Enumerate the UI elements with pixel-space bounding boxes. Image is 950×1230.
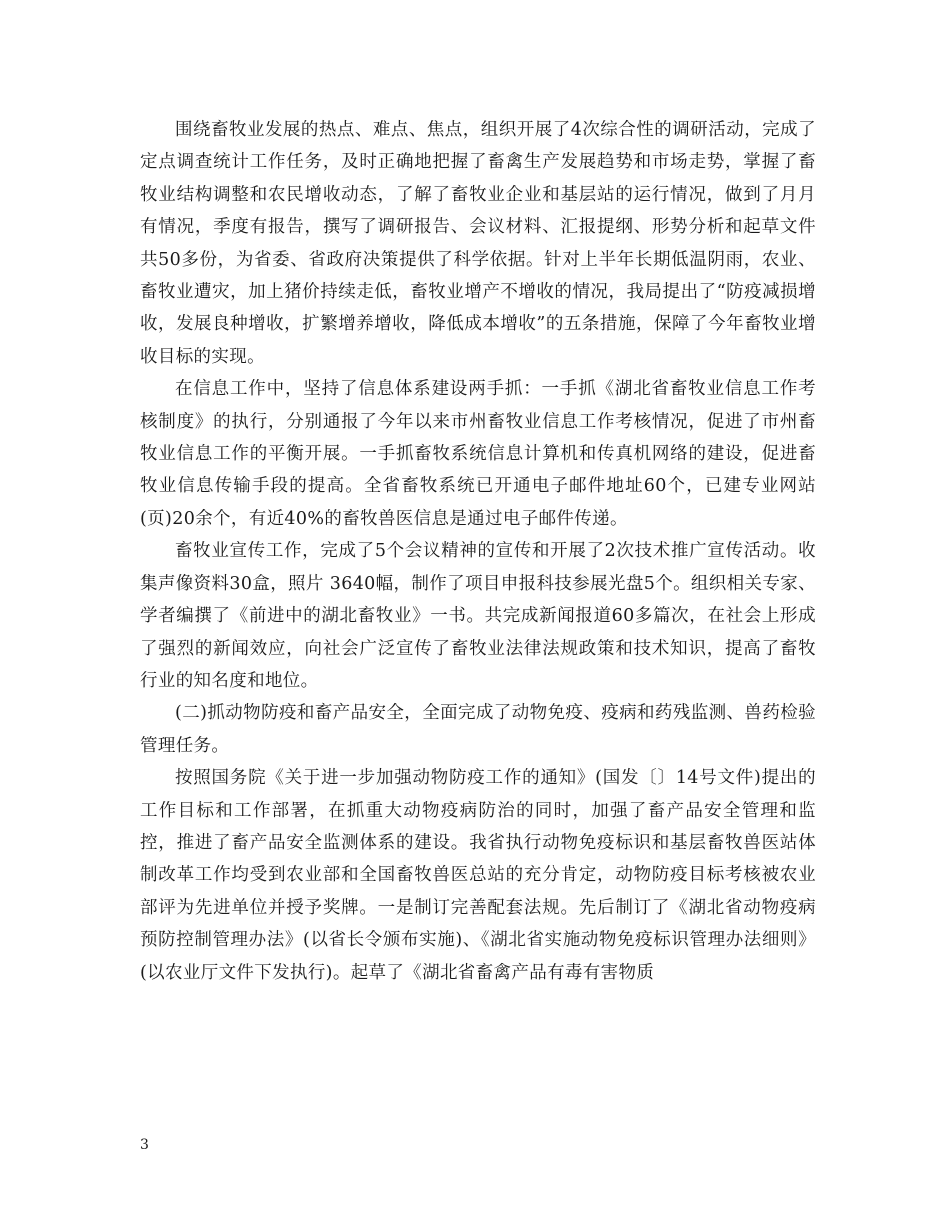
paragraph-publicity: 畜牧业宣传工作，完成了5个会议精神的宣传和开展了2次技术推广宣传活动。收集声像资料30盒，照片 3640幅，制作了项目申报科技参展光盘5个。组织相关专家、学者编撰了《前进中的湖北畜牧业》一书。共完成新闻报道60多篇次，在社会上形成了强烈的新闻效应，向社会广泛宣传了畜牧业法律法规政策和技术知识，提高了畜牧行业的知名度和地位。 <box>140 541 816 691</box>
paragraph-section-heading: (二)抓动物防疫和畜产品安全，全面完成了动物免疫、疫病和药残监测、兽药检验管理任务。 <box>140 703 816 756</box>
document-body <box>140 114 816 989</box>
paragraph-information: 在信息工作中，坚持了信息体系建设两手抓：一手抓《湖北省畜牧业信息工作考核制度》的执行，分别通报了今年以来市州畜牧业信息工作考核情况，促进了市州畜牧业信息工作的平衡开展。一手抓畜牧系统信息计算机和传真机网络的建设，促进畜牧业信息传输手段的提高。全省畜牧系统已开通电子邮件地址60个，已建专业网站(页)20余个，有近40%的畜牧兽医信息是通过电子邮件传递。 <box>140 379 816 529</box>
page-number: 3 <box>140 1137 149 1153</box>
paragraph-research: 围绕畜牧业发展的热点、难点、焦点，组织开展了4次综合性的调研活动，完成了定点调查统计工作任务，及时正确地把握了畜禽生产发展趋势和市场走势，掌握了畜牧业结构调整和农民增收动态，了解了畜牧业企业和基层站的运行情况，做到了月月有情况，季度有报告，撰写了调研报告、会议材料、汇报提纲、形势分析和起草文件共50多份，为省委、省政府决策提供了科学依据。针对上半年长期低温阴雨，农业、畜牧业遭灾，加上猪价持续走低，畜牧业增产不增收的情况，我局提出了“防疫减损增收，发展良种增收，扩繁增养增收，降低成本增收”的五条措施，保障了今年畜牧业增收目标的实现。 <box>140 120 816 367</box>
paragraph-epidemic-prevention: 按照国务院《关于进一步加强动物防疫工作的通知》(国发〔〕14号文件)提出的工作目标和工作部署，在抓重大动物疫病防治的同时，加强了畜产品安全管理和监控，推进了畜产品安全监测体系的建设。我省执行动物免疫标识和基层畜牧兽医站体制改革工作均受到农业部和全国畜牧兽医总站的充分肯定，动物防疫目标考核被农业部评为先进单位并授予奖牌。一是制订完善配套法规。先后制订了《湖北省动物疫病预防控制管理办法》(以省长令颁布实施)、《湖北省实施动物免疫标识管理办法细则》(以农业厅文件下发执行)。起草了《湖北省畜禽产品有毒有害物质 <box>140 768 816 983</box>
